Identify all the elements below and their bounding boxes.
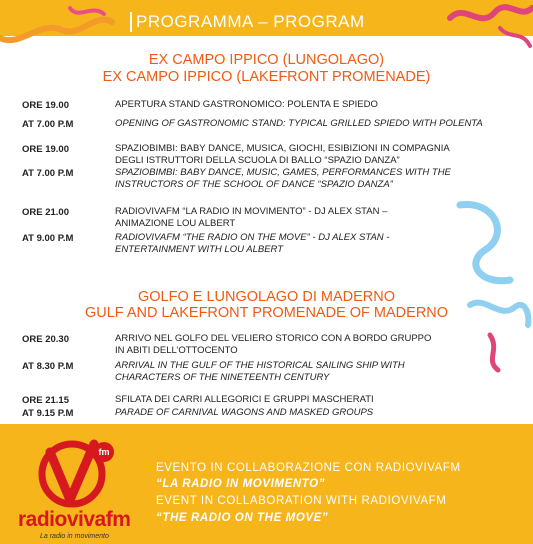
- event-time-en: AT 8.30 P.M: [22, 361, 74, 372]
- event-desc-it: ANIMAZIONE LOU ALBERT: [115, 218, 236, 229]
- event-desc-en: ARRIVAL IN THE GULF OF THE HISTORICAL SAILING SHIP WITH: [115, 360, 405, 371]
- header-divider: [130, 12, 132, 32]
- event-desc-it: RADIOVIVAFM “LA RADIO IN MOVIMENTO” - DJ ALEX STAN –: [115, 206, 388, 217]
- page-title: PROGRAMMA – PROGRAM: [136, 12, 365, 31]
- event-time-en: AT 7.00 P.M: [22, 119, 74, 130]
- event-desc-it: DEGLI ISTRUTTORI DELLA SCUOLA DI BALLO “SPAZIO DANZA”: [115, 155, 400, 166]
- section-heading-en: EX CAMPO IPPICO (LAKEFRONT PROMENADE): [102, 69, 431, 85]
- event-desc-en: SPAZIOBIMBI: BABY DANCE, MUSIC, GAMES, PERFORMANCES WITH THE: [115, 167, 451, 178]
- event-desc-en: PARADE OF CARNIVAL WAGONS AND MASKED GROUPS: [115, 407, 374, 418]
- event-desc-it: ARRIVO NEL GOLFO DEL VELIERO STORICO CON A BORDO GRUPPO: [115, 333, 432, 344]
- logo-badge-text: fm: [98, 447, 110, 457]
- event-desc-it: SPAZIOBIMBI: BABY DANCE, MUSICA, GIOCHI, ESIBIZIONI IN COMPAGNIA: [115, 143, 450, 154]
- footer-line-it: EVENTO IN COLLABORAZIONE CON RADIOVIVAFM: [156, 462, 461, 474]
- event-desc-en: RADIOVIVAFM “THE RADIO ON THE MOVE” - DJ ALEX STAN -: [115, 232, 390, 243]
- event-desc-it: APERTURA STAND GASTRONOMICO: POLENTA E SPIEDO: [115, 99, 378, 110]
- event-desc-it: IN ABITI DELL’OTTOCENTO: [115, 345, 238, 356]
- event-time-en: AT 7.00 P.M: [22, 168, 74, 179]
- footer-line-en: EVENT IN COLLABORATION WITH RADIOVIVAFM: [156, 495, 447, 507]
- logo-brand-text: radiovivafm: [18, 508, 131, 531]
- event-desc-en: INSTRUCTORS OF THE SCHOOL OF DANCE “SPAZIO DANZA”: [115, 179, 393, 190]
- event-time-it: ORE 19.00: [22, 100, 69, 111]
- logo-tagline: La radio in movimento: [40, 533, 109, 540]
- event-time-it: ORE 20.30: [22, 334, 69, 345]
- event-desc-en: CHARACTERS OF THE NINETEENTH CENTURY: [115, 372, 330, 383]
- section-heading-en: GULF AND LAKEFRONT PROMENADE OF MADERNO: [84, 305, 449, 321]
- event-time-en: AT 9.00 P.M: [22, 233, 74, 244]
- footer-slogan-it: “LA RADIO IN MOVIMENTO”: [156, 478, 326, 490]
- section-heading-it: EX CAMPO IPPICO (LUNGOLAGO): [148, 52, 385, 68]
- event-desc-it: SFILATA DEI CARRI ALLEGORICI E GRUPPI MASCHERATI: [115, 394, 374, 405]
- event-time-en: AT 9.15 P.M: [22, 408, 74, 419]
- event-time-it: ORE 21.15: [22, 395, 69, 406]
- event-desc-en: ENTERTAINMENT WITH LOU ALBERT: [115, 244, 284, 255]
- event-time-it: ORE 19.00: [22, 144, 69, 155]
- event-time-it: ORE 21.00: [22, 207, 69, 218]
- section-heading-it: GOLFO E LUNGOLAGO DI MADERNO: [137, 289, 395, 305]
- footer-slogan-en: “THE RADIO ON THE MOVE”: [156, 512, 329, 524]
- streamer-decoration-right: [440, 195, 533, 375]
- event-desc-en: OPENING OF GASTRONOMIC STAND: TYPICAL GRILLED SPIEDO WITH POLENTA: [115, 118, 483, 129]
- streamer-decoration-left: [0, 0, 120, 60]
